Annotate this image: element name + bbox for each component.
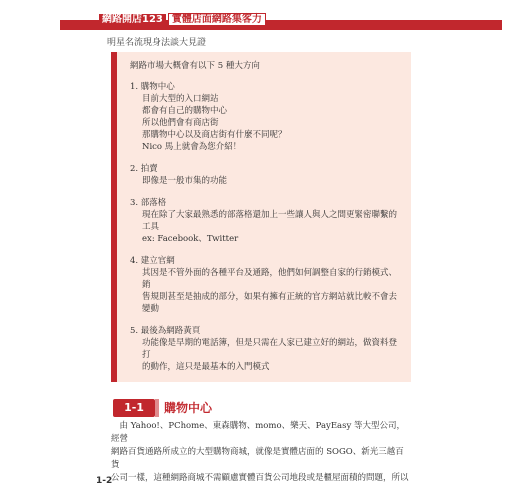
list-item-line: ex: Facebook、Twitter	[142, 234, 239, 244]
section-number-badge: 1-1	[113, 399, 155, 417]
body-line: 網路百貨通路所成立的大型購物商城，就像是實體店面的 SOGO、新光三越百貨	[111, 447, 404, 470]
summary-box	[111, 52, 411, 382]
list-item-line: 工具	[142, 222, 160, 232]
list-item	[130, 325, 401, 373]
list-item-line: 其因是不管外面的各種平台及通路，他們如何調整自家的行銷模式、銷	[142, 268, 398, 290]
section-title: 購物中心	[164, 401, 213, 415]
list-item-heading: 3. 部落格	[130, 198, 167, 208]
list-item-heading: 4. 建立官網	[130, 256, 175, 266]
book-title: 網路開店123	[99, 14, 166, 25]
running-header	[99, 13, 266, 26]
list-item	[130, 255, 401, 315]
list-item-line: 即像是一般市集的功能	[142, 176, 228, 186]
list-item-heading: 2. 拍賣	[130, 164, 158, 174]
list-item-line: 現在除了大家最熟悉的部落格還加上一些讓人與人之間更緊密聯繫的	[142, 210, 398, 220]
list-item-line: 功能像是早期的電話簿，但是只需在人家已建立好的網站，做資料登打	[142, 338, 398, 360]
list-item-heading: 1. 購物中心	[130, 82, 175, 92]
list-item-line: 都會有自己的購物中心	[142, 106, 228, 116]
chapter-title: 實體店面網路集客力	[168, 13, 266, 26]
list-item-line: 那購物中心以及商店街有什麼不同呢？	[142, 130, 287, 140]
box-intro: 網路市場大概會有以下 5 種大方向	[130, 61, 260, 71]
list-item-heading: 5. 最後為網路黃頁	[130, 326, 201, 336]
list-item-line: 目前大型的入口網站	[142, 94, 219, 104]
page-number: 1-2	[96, 476, 113, 486]
list-item-line: Nico 馬上就會為您介紹！	[142, 142, 242, 152]
list-item-line: 售規則甚至是抽成的部分，如果有擁有正統的官方網站就比較不會去	[142, 292, 398, 302]
list-item	[130, 163, 401, 187]
body-line: 由 Yahoo!、PChome、東森購物、momo、樂天、PayEasy 等大型公司，經營	[111, 421, 405, 444]
list-item	[130, 81, 401, 153]
page-subtitle: 明星名流現身法談大見證	[107, 38, 207, 48]
list-item-line: 的動作，這只是最基本的入門模式	[142, 362, 270, 372]
list-item	[130, 197, 401, 245]
list-item-line: 變動	[142, 304, 160, 314]
body-line: 公司一樣，這種網路商城不需顧慮實體百貨公司地段或是櫃屋面積的問題，所以	[111, 473, 409, 483]
list-item-line: 所以他們會有商店街	[142, 118, 219, 128]
body-paragraph	[111, 420, 411, 485]
box-sections	[130, 81, 401, 373]
